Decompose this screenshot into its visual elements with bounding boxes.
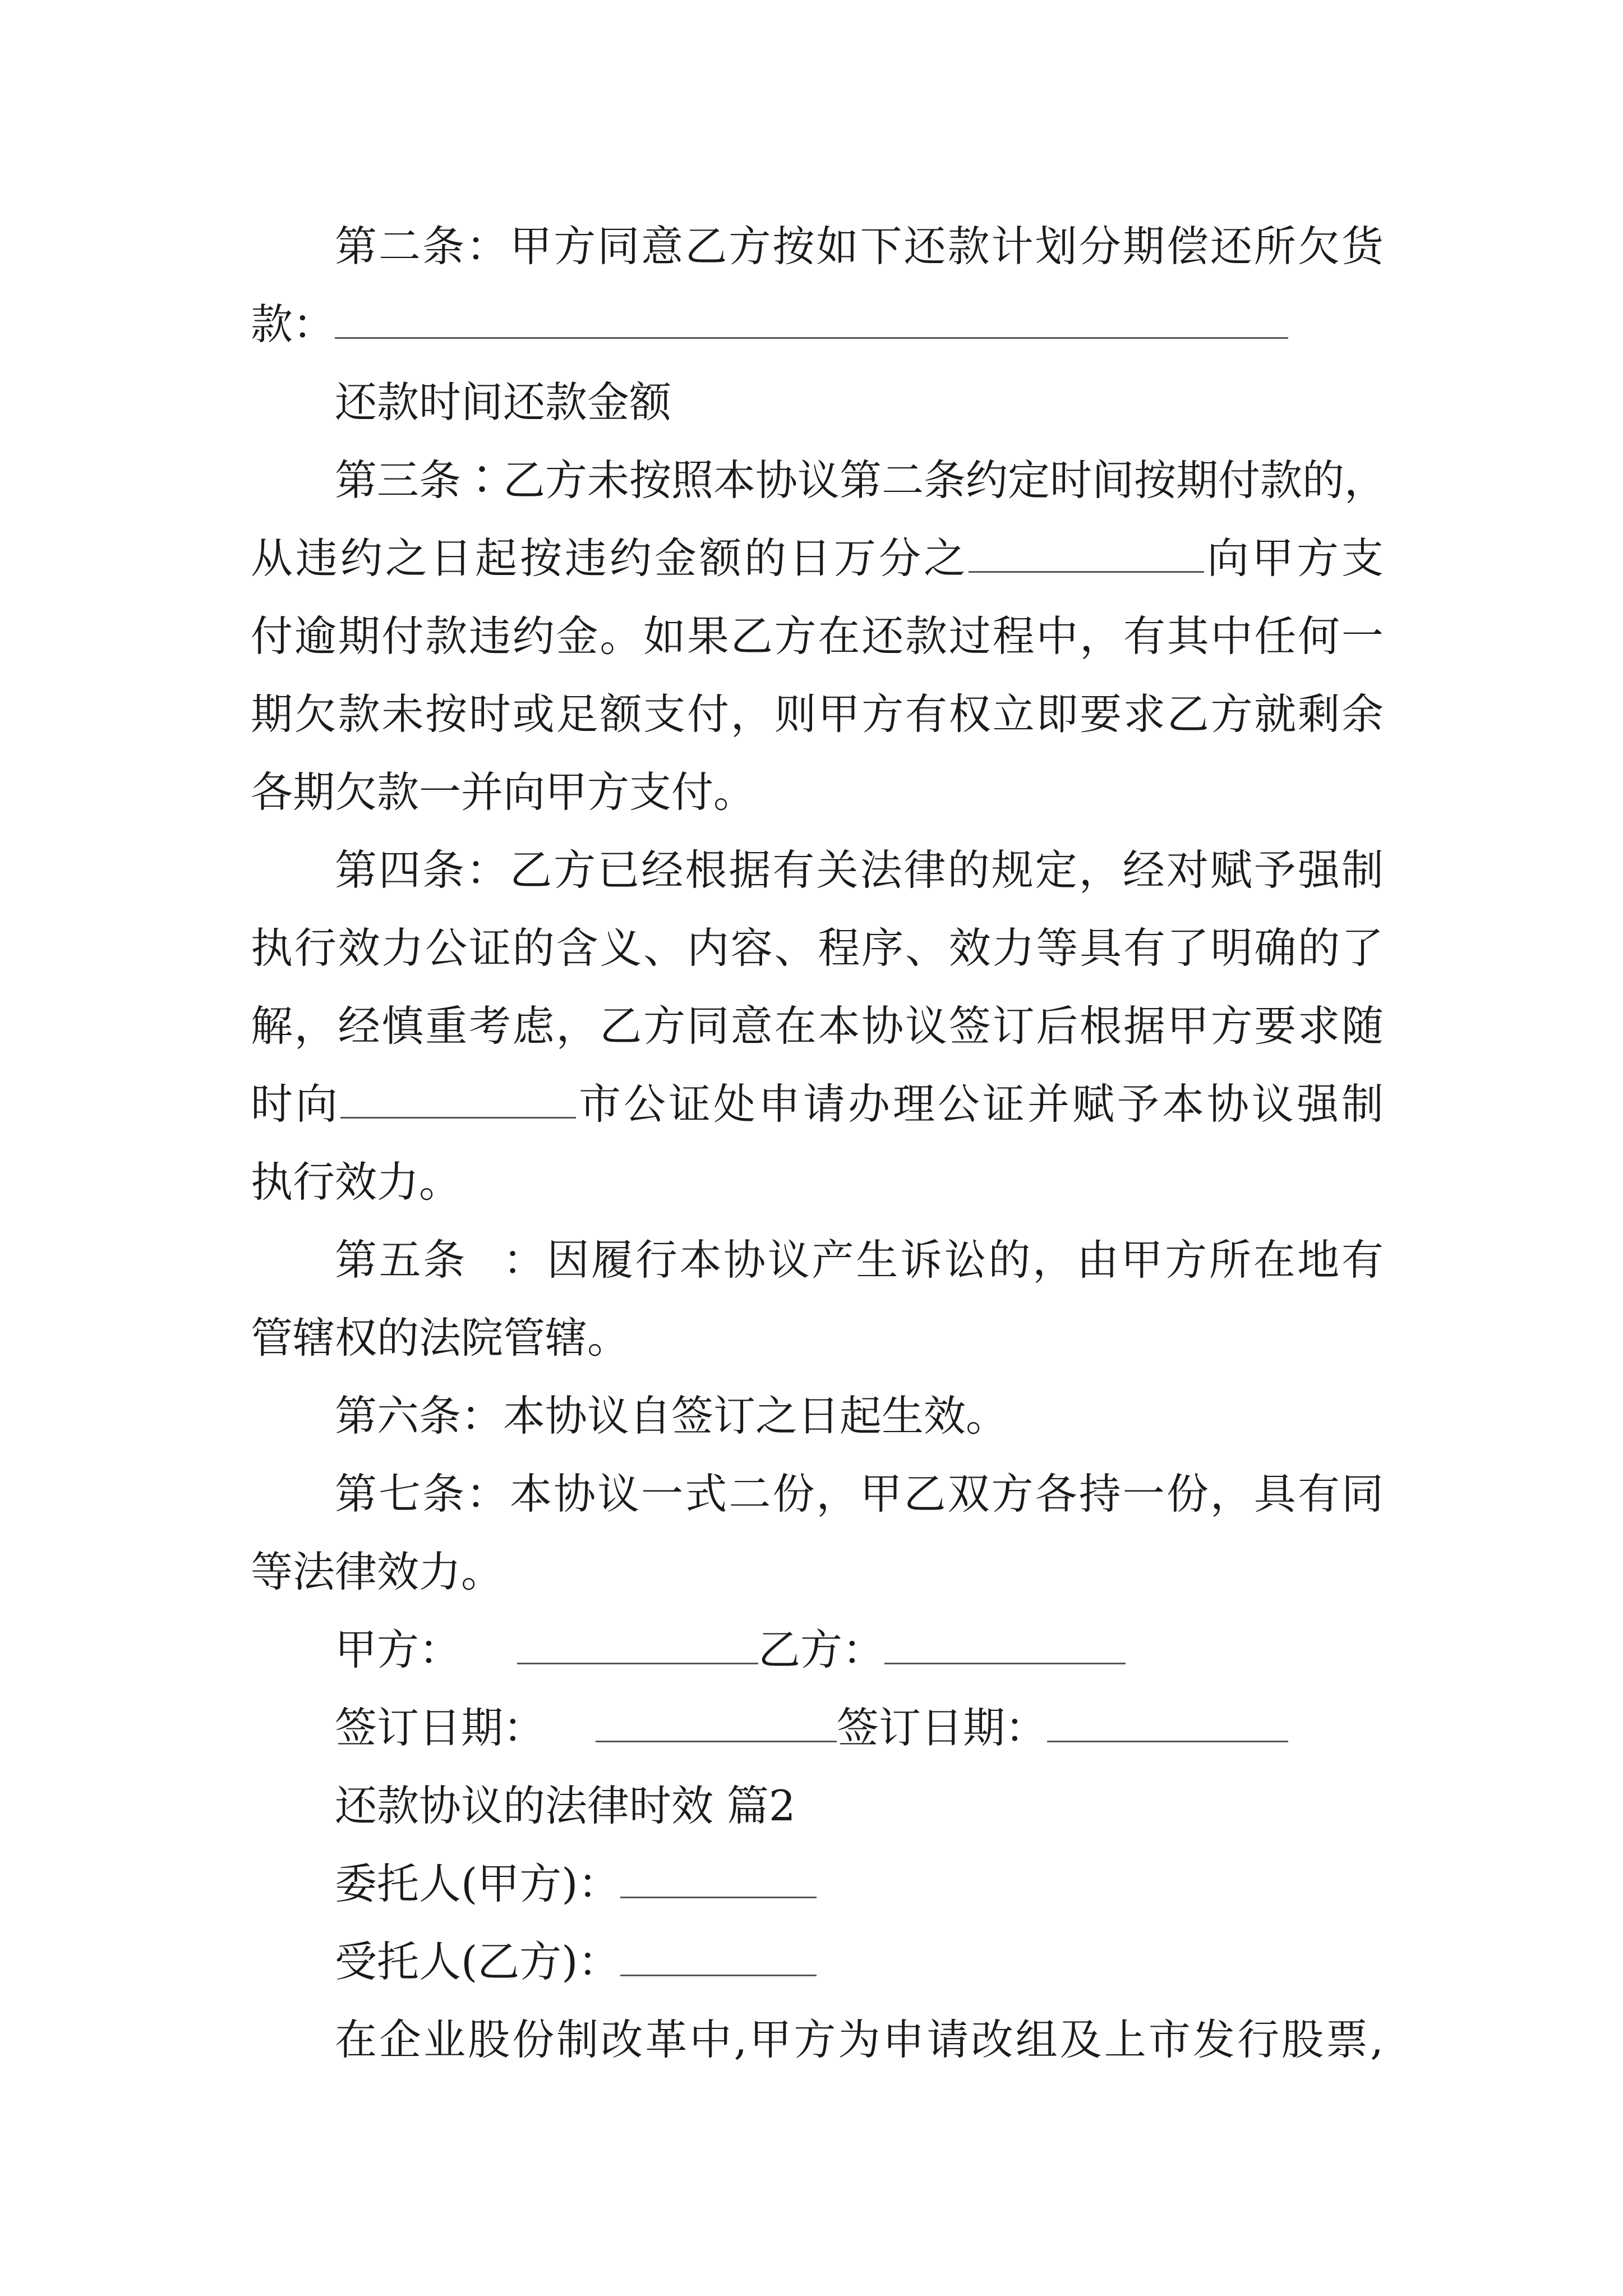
penalty-rate-blank[interactable] <box>969 535 1204 573</box>
principal-label: 委托人(甲方)： <box>335 1859 620 1908</box>
article-2-line-2-text: 款： <box>251 300 335 349</box>
section-2-title: 还款协议的法律时效 篇2 <box>335 1781 796 1830</box>
article-7-line-1: 第七条：本协议一式二份，甲乙双方各持一份，具有同 <box>335 1469 1384 1519</box>
article-4-line-4 <box>251 1065 1384 1143</box>
article-5-text: ：因履行本协议产生诉讼的，由甲方所在地有 <box>501 1235 1384 1285</box>
principal-row <box>251 1845 1384 1923</box>
article-4-line-4-suffix: 市公证处申请办理公证并赋予本协议强制 <box>576 1079 1384 1129</box>
party-a-signature-blank[interactable] <box>517 1627 758 1664</box>
section-2-line-1: 在企业股份制改革中,甲方为申请改组及上市发行股票, <box>335 2015 1384 2064</box>
document-page <box>251 208 1387 2079</box>
article-3-line-2-prefix: 从违约之日起按违约金额的日万分之 <box>251 533 969 583</box>
signature-parties-row <box>251 1611 1384 1689</box>
party-b-label: 乙方： <box>758 1625 885 1674</box>
signature-dates-row <box>251 1689 1384 1767</box>
article-4-line-2: 执行效力公证的含义、内容、程序、效力等具有了明确的了 <box>251 923 1384 973</box>
article-3-line-4: 期欠款未按时或足额支付，则甲方有权立即要求乙方就剩余 <box>251 689 1384 739</box>
article-4-line-3: 解，经慎重考虑，乙方同意在本协议签订后根据甲方要求随 <box>251 1001 1384 1051</box>
article-5-label: 第五条 <box>335 1235 468 1285</box>
article-3-line-2-suffix: 向甲方支 <box>1204 533 1384 583</box>
repayment-plan-blank[interactable] <box>335 301 1288 339</box>
party-a-date-blank[interactable] <box>596 1705 837 1742</box>
party-a-label: 甲方： <box>335 1625 462 1674</box>
article-3-line-3: 付逾期付款违约金。如果乙方在还款过程中，有其中任何一 <box>251 611 1384 661</box>
party-b-signature-blank[interactable] <box>884 1627 1126 1664</box>
notary-city-blank[interactable] <box>340 1081 576 1119</box>
party-b-date-blank[interactable] <box>1047 1705 1288 1742</box>
party-a-date-label: 签订日期： <box>335 1703 546 1752</box>
agent-row <box>251 1923 1384 2001</box>
article-2-line-2 <box>251 286 1384 364</box>
article-3-line-2 <box>251 519 1384 597</box>
article-3-line-1: 第三条∶乙方未按照本协议第二条约定时间按期付款的， <box>335 455 1387 505</box>
article-3-line-5: 各期欠款一并向甲方支付。 <box>251 767 756 817</box>
article-5-line-1 <box>251 1221 1384 1299</box>
article-2-line-1: 第二条：甲方同意乙方按如下还款计划分期偿还所欠货 <box>335 222 1384 271</box>
article-4-line-4-prefix: 时向 <box>251 1079 340 1129</box>
party-b-date-label: 签订日期： <box>837 1703 1048 1752</box>
agent-label: 受托人(乙方)： <box>335 1937 620 1986</box>
article-5-line-2: 管辖权的法院管辖。 <box>251 1313 630 1363</box>
agent-blank[interactable] <box>620 1939 817 1976</box>
article-6: 第六条：本协议自签订之日起生效。 <box>335 1391 1008 1441</box>
article-4-line-1: 第四条：乙方已经根据有关法律的规定，经对赋予强制 <box>335 845 1384 895</box>
article-4-line-5: 执行效力。 <box>251 1157 462 1207</box>
schedule-header: 还款时间还款金额 <box>335 378 672 427</box>
article-7-line-2: 等法律效力。 <box>251 1547 504 1596</box>
principal-blank[interactable] <box>620 1861 817 1898</box>
